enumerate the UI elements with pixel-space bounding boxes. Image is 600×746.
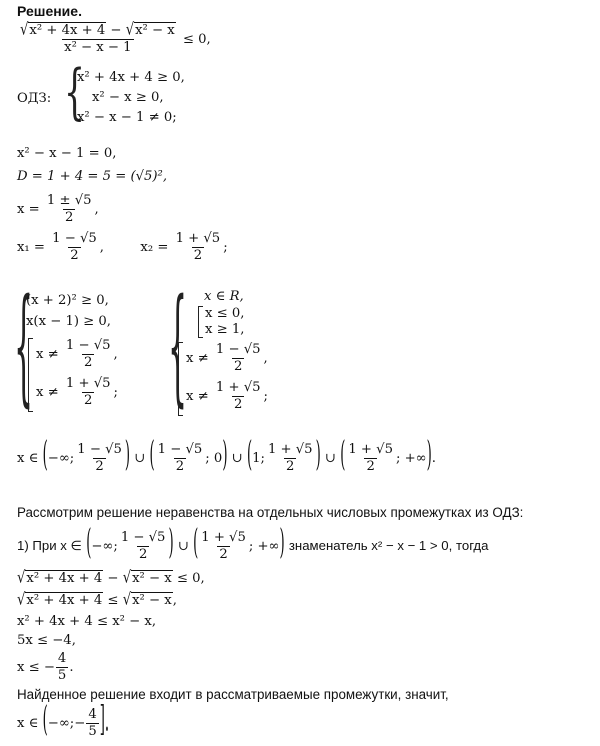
step-5: x ≤ − $\frac{4}{5}$ . [17,651,74,683]
odz-line-1: x² + 4x + 4 ≥ 0, [77,70,185,85]
system-b-line-1: x ∈ R, [204,289,244,304]
step-1: √x² + 4x + 4 − √x² − x ≤ 0, [17,568,205,588]
roots-values: x₁ = $\frac{1 - √5}{2}$ , x₂ = $\frac{1 + √5}{2}$ ; [17,231,228,263]
system-b-line-2: x ≤ 0, [205,306,245,321]
discriminant: D = 1 + 4 = 5 = (√5)², [17,169,168,184]
conclusion-text: Найденное решение входит в рассматриваемые промежутки, значит, [17,687,449,702]
quadratic-equation: x² − x − 1 = 0, [17,146,117,161]
system-a-line-4: x ≠ $\frac{1 + √5}{2}$ ; [36,376,118,408]
odz-line-3: x² − x − 1 ≠ 0; [77,110,177,125]
system-a-line-2: x(x − 1) ≥ 0, [26,314,112,329]
main-fraction: $\frac{\text{√x² + 4x + 4 − √x² − x}}{\text{x² − x − 1}}$ [20,20,175,55]
system-b-inner-bracket [198,306,203,338]
system-b-line-5: x ≠ $\frac{1 + √5}{2}$ ; [186,380,268,412]
step-4: 5x ≤ −4, [17,633,76,648]
system-a-line-1: (x + 2)² ≥ 0, [26,293,109,308]
roots-formula: x = $\frac{1 \pm √5}{2}$ , [17,193,99,225]
system-b-line-3: x ≥ 1, [205,322,245,337]
system-a-brace: { [14,273,34,421]
step-3: x² + 4x + 4 ≤ x² − x, [17,614,157,629]
main-inequality: $\frac{\text{√x² + 4x + 4 − √x² − x}}{\text{x² − x − 1}}$ ≤ 0, [20,20,211,55]
system-b-bracket [178,342,183,416]
consider-text: Рассмотрим решение неравенства на отдельных числовых промежутках из ОДЗ: [17,505,524,520]
system-a-line-3: x ≠ $\frac{1 - √5}{2}$ , [36,338,118,370]
odz-label: ОДЗ: [17,91,52,106]
case-1-line: 1) При x ∈ (−∞; $\frac{1 - √5}{2}$ ) ∪ ( $\frac{1 + √5}{2}$ ; +∞) знаменатель x² − x − 1 > 0, тогда [17,525,489,565]
odz-brace: { [64,57,86,127]
system-a-bracket [28,338,33,412]
step-2: √x² + 4x + 4 ≤ √x² − x, [17,590,177,610]
system-b-line-4: x ≠ $\frac{1 - √5}{2}$ , [186,342,268,374]
domain-answer: x ∈ (−∞; $\frac{1 - √5}{2}$ ) ∪ ( $\frac{1 - √5}{2}$ ; 0) ∪ (1; $\frac{1 + √5}{2}$ ) ∪ ( $\frac{1 + √5}{2}$ ; +∞). [17,437,436,477]
solution-heading: Решение. [17,3,82,19]
odz-line-2: x² − x ≥ 0, [92,90,164,105]
final-answer: x ∈ (−∞;− $\frac{4}{5}$ ]. [17,702,110,742]
system-b-brace: { [168,273,188,421]
